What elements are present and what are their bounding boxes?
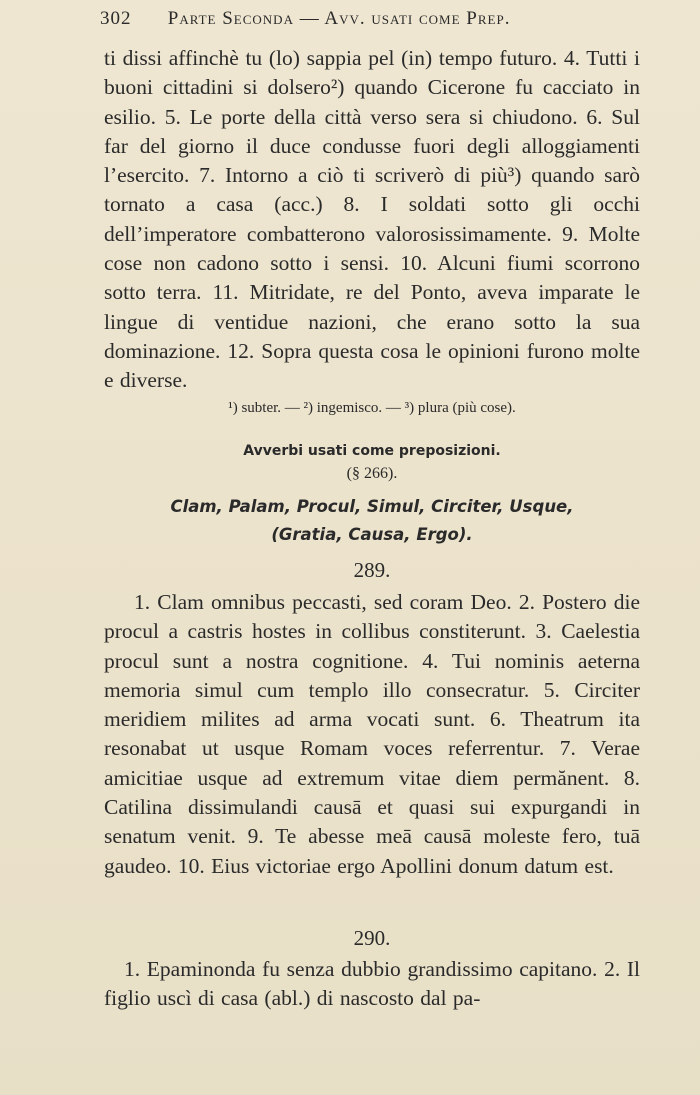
section-heading: Avverbi usati come preposizioni. bbox=[243, 443, 501, 459]
section-keywords bbox=[104, 493, 640, 549]
running-header bbox=[100, 8, 660, 38]
footnotes: ¹) subter. — ²) ingemisco. — ³) plura (più cose). bbox=[228, 400, 516, 416]
exercise-290-number: 290. bbox=[353, 926, 391, 950]
running-title: Parte Seconda — Avv. usati come Prep. bbox=[167, 8, 511, 29]
keywords-line-1: Clam, Palam, Procul, Simul, Circiter, Usque, bbox=[170, 497, 574, 516]
page-number: 302 bbox=[100, 8, 132, 29]
section-reference: (§ 266). bbox=[346, 465, 398, 482]
exercise-289-number: 289. bbox=[353, 558, 391, 582]
exercise-text-continued: ti dissi affinchè tu (lo) sappia pel (in) tempo futuro. 4. Tutti i buoni cittadini si dolsero²) quando Cicerone fu cacciato in esilio. 5. Le porte della città verso sera si chiudono. 6. Sul far del giorno il duce condusse fuori degli alloggiamenti l’esercito. 7. Intorno a ciò ti scriverò di più³) quando sarò tornato a casa (acc.) 8. I soldati sotto gli occhi dell’imperatore combatterono valorosissimamente. 9. Molte cose non cadono sotto i sensi. 10. Alcuni fiumi scorrono sotto terra. 11. Mitridate, re del Ponto, aveva imparate le lingue di ventidue nazioni, che erano sotto la sua dominazione. 12. Sopra questa cosa le opinioni furono molte e diverse. bbox=[104, 46, 640, 393]
exercise-290-text: 1. Epaminonda fu senza dubbio grandissimo capitano. 2. Il figlio uscì di casa (abl.) di nascosto dal pa- bbox=[104, 957, 640, 1011]
exercise-289-text: 1. Clam omnibus peccasti, sed coram Deo. 2. Postero die procul a castris hostes in collibus constiterunt. 3. Caelestia procul sunt a nostra cognitione. 4. Tui nominis aeterna memoria simul cum templo illo consecratur. 5. Circiter meridiem milites ad arma vocati sunt. 6. Theatrum ita resonabat ut usque Romam voces referrentur. 7. Verae amicitiae usque ad extremum vitae diem permănent. 8. Catilina dissimulandi causā et quasi sui expurgandi in senatum venit. 9. Te abesse meā causā moleste fero, tuā gaudeo. 10. Eius victoriae ergo Apollini donum datum est. bbox=[104, 590, 640, 878]
keywords-line-2: (Gratia, Causa, Ergo). bbox=[271, 525, 473, 544]
